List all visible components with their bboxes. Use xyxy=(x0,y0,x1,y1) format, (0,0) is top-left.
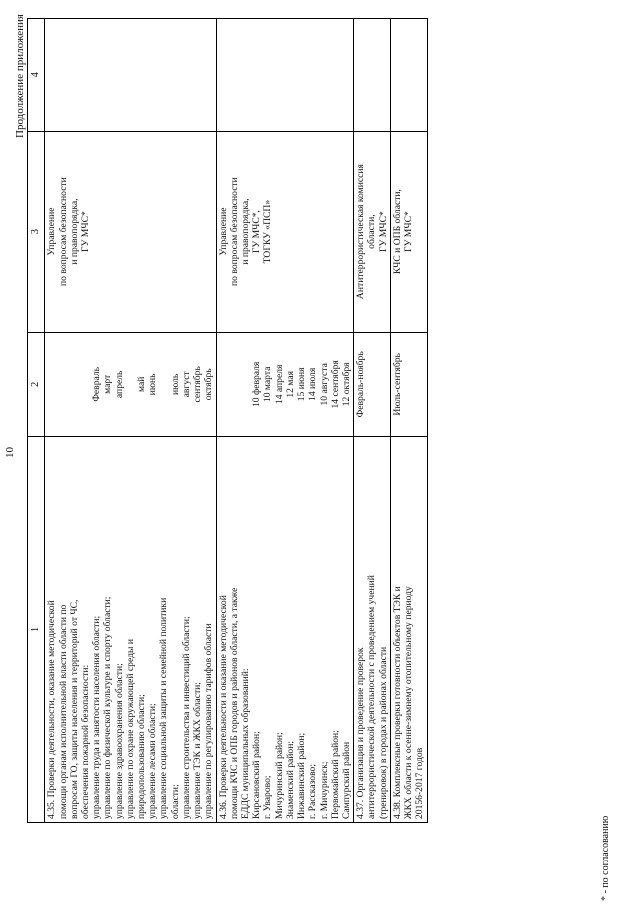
cell-line: апрель xyxy=(113,370,125,399)
cell-line xyxy=(218,336,229,434)
table-cell-col4 xyxy=(216,19,354,132)
continuation-label: Продолжение приложения xyxy=(14,14,26,138)
cell-line: управление ТЭК и ЖКХ области; xyxy=(192,682,204,819)
cell-line: по вопросам безопасности xyxy=(57,177,69,286)
table-cell-col4 xyxy=(45,19,216,132)
cell-line: управление здравоохранения области; xyxy=(113,663,125,819)
table-header-row xyxy=(28,19,45,823)
cell-line: Управление xyxy=(46,207,58,256)
cell-line: и правопорядка, xyxy=(240,198,251,265)
cell-line: управление по физической культуре и спорту области; xyxy=(102,596,114,819)
table-row xyxy=(390,19,427,823)
table-cell-col3 xyxy=(216,131,354,332)
cell-line: (тренировок) в городах и районах области xyxy=(377,646,389,819)
cell-line: управление по регулированию тарифов области xyxy=(203,623,215,819)
cell-line: Управление xyxy=(217,207,229,256)
cell-line: 4.35. Проверки деятельности, оказание методической xyxy=(46,600,58,819)
cell-line xyxy=(125,336,136,434)
cell-line: антитеррористической деятельности с проведением учений xyxy=(366,575,378,819)
column-header: 2 xyxy=(28,332,45,437)
cell-line: области, xyxy=(366,214,378,249)
cell-line xyxy=(229,336,240,434)
table-cell-col2 xyxy=(216,332,354,437)
cell-line: 10 марта xyxy=(262,366,274,403)
cell-line: природопользованию области; xyxy=(136,694,148,819)
cell-line: управление по охране окружающей среды и xyxy=(124,639,136,819)
table-cell-col3 xyxy=(354,131,391,332)
cell-line: ГУ МЧС* xyxy=(79,211,91,252)
cell-line: Февраль-ноябрь xyxy=(355,351,367,418)
footnote-area xyxy=(0,783,640,903)
cell-line: ТОГКУ «ПСП» xyxy=(262,199,274,264)
cell-line: г. Рассказово; xyxy=(307,764,319,819)
cell-line xyxy=(69,336,80,434)
cell-line: Кирсановский район; xyxy=(251,731,263,819)
cell-line: 20156-2017 годов xyxy=(414,747,426,819)
cell-line: 15 июня xyxy=(296,367,308,402)
table-cell-col1 xyxy=(390,437,427,823)
cell-line: ГУ МЧС*, xyxy=(251,210,263,254)
table-cell-col4 xyxy=(354,19,391,132)
column-header: 1 xyxy=(28,437,45,823)
cell-line: 4.38. Комплексные проверки готовности объектов ТЭК и xyxy=(391,586,403,819)
cell-line: г. Мичуринск; xyxy=(318,761,330,819)
cell-line: ЕДДС муниципальных образований: xyxy=(240,668,251,819)
cell-line: 4.37. Организация и проведение проверок xyxy=(355,647,367,819)
cell-line: июнь xyxy=(147,373,159,396)
cell-line: 12 октября xyxy=(340,362,352,407)
cell-line: управление строительства и инвестиций области; xyxy=(180,616,192,819)
table-cell-col4 xyxy=(390,19,427,132)
cell-line: май xyxy=(136,376,148,393)
cell-line: Сампурский район xyxy=(340,741,352,819)
table-cell-col1 xyxy=(354,437,391,823)
table-row xyxy=(45,19,216,823)
cell-line: октябрь xyxy=(203,368,215,401)
cell-line: Февраль xyxy=(91,367,103,402)
cell-line: 10 августа xyxy=(318,363,330,406)
cell-line: 14 июля xyxy=(307,367,319,401)
table-cell-col1 xyxy=(45,437,216,823)
cell-line: Антитеррористическая комиссия xyxy=(355,164,367,300)
cell-line: управление социальной защиты и семейной политики xyxy=(158,597,170,819)
cell-line: управление лесами области; xyxy=(147,703,159,819)
cell-line: 14 апреля xyxy=(273,364,285,405)
page-number: 10 xyxy=(4,447,16,458)
cell-line: помощи органам исполнительной власти области по xyxy=(57,604,69,819)
cell-line: март xyxy=(102,374,114,394)
cell-line: сентябрь xyxy=(192,366,204,403)
plan-table xyxy=(27,18,428,823)
cell-line xyxy=(240,336,251,434)
cell-line: Инжавинский район; xyxy=(296,732,308,819)
table-cell-col1 xyxy=(216,437,354,823)
cell-line: и правопорядка, xyxy=(68,198,80,265)
cell-line: август xyxy=(180,371,192,398)
column-header: 3 xyxy=(28,131,45,332)
cell-line xyxy=(58,336,69,434)
cell-line: обеспечения пожарной безопасности: xyxy=(79,664,91,819)
table-cell-col3 xyxy=(45,131,216,332)
cell-line xyxy=(158,336,169,434)
table-cell-col3 xyxy=(390,131,427,332)
table-row xyxy=(216,19,354,823)
cell-line: области; xyxy=(169,784,181,819)
cell-line xyxy=(46,336,57,434)
cell-line: ЖКХ области к осенне-зимнему отопительному периоду xyxy=(403,586,415,819)
table-cell-col2 xyxy=(45,332,216,437)
cell-line: ГУ МЧС* xyxy=(377,211,389,252)
cell-line: 4.36. Проверки деятельности и оказание методической xyxy=(217,595,229,819)
cell-line xyxy=(80,336,91,434)
cell-line: Первомайский район; xyxy=(329,730,341,819)
cell-line: КЧС и ОПБ области, xyxy=(391,189,403,275)
table-cell-col2 xyxy=(390,332,427,437)
cell-line: Июль-сентябрь xyxy=(391,353,403,416)
cell-line: по вопросам безопасности xyxy=(228,177,240,286)
cell-line: управление труда и занятости населения области; xyxy=(91,615,103,819)
cell-line: июль xyxy=(169,373,181,395)
cell-line: 10 февраля xyxy=(251,361,263,408)
table-row xyxy=(354,19,391,823)
footnote: * - по согласованию xyxy=(600,815,611,901)
cell-line: 12 мая xyxy=(284,371,296,398)
cell-line: ГУ МЧС* xyxy=(403,211,415,252)
table-cell-col2 xyxy=(354,332,391,437)
cell-line: г. Уварово; xyxy=(262,775,274,819)
cell-line: Знаменский район; xyxy=(284,740,296,819)
cell-line: помощи КЧС и ОПБ городов и районов области, а также xyxy=(228,587,240,819)
cell-line: вопросам ГО, защиты населения и территорий от ЧС, xyxy=(68,599,80,819)
column-header: 4 xyxy=(28,19,45,132)
cell-line: 14 сентября xyxy=(329,360,341,409)
cell-line: Мичуринский район; xyxy=(273,732,285,819)
